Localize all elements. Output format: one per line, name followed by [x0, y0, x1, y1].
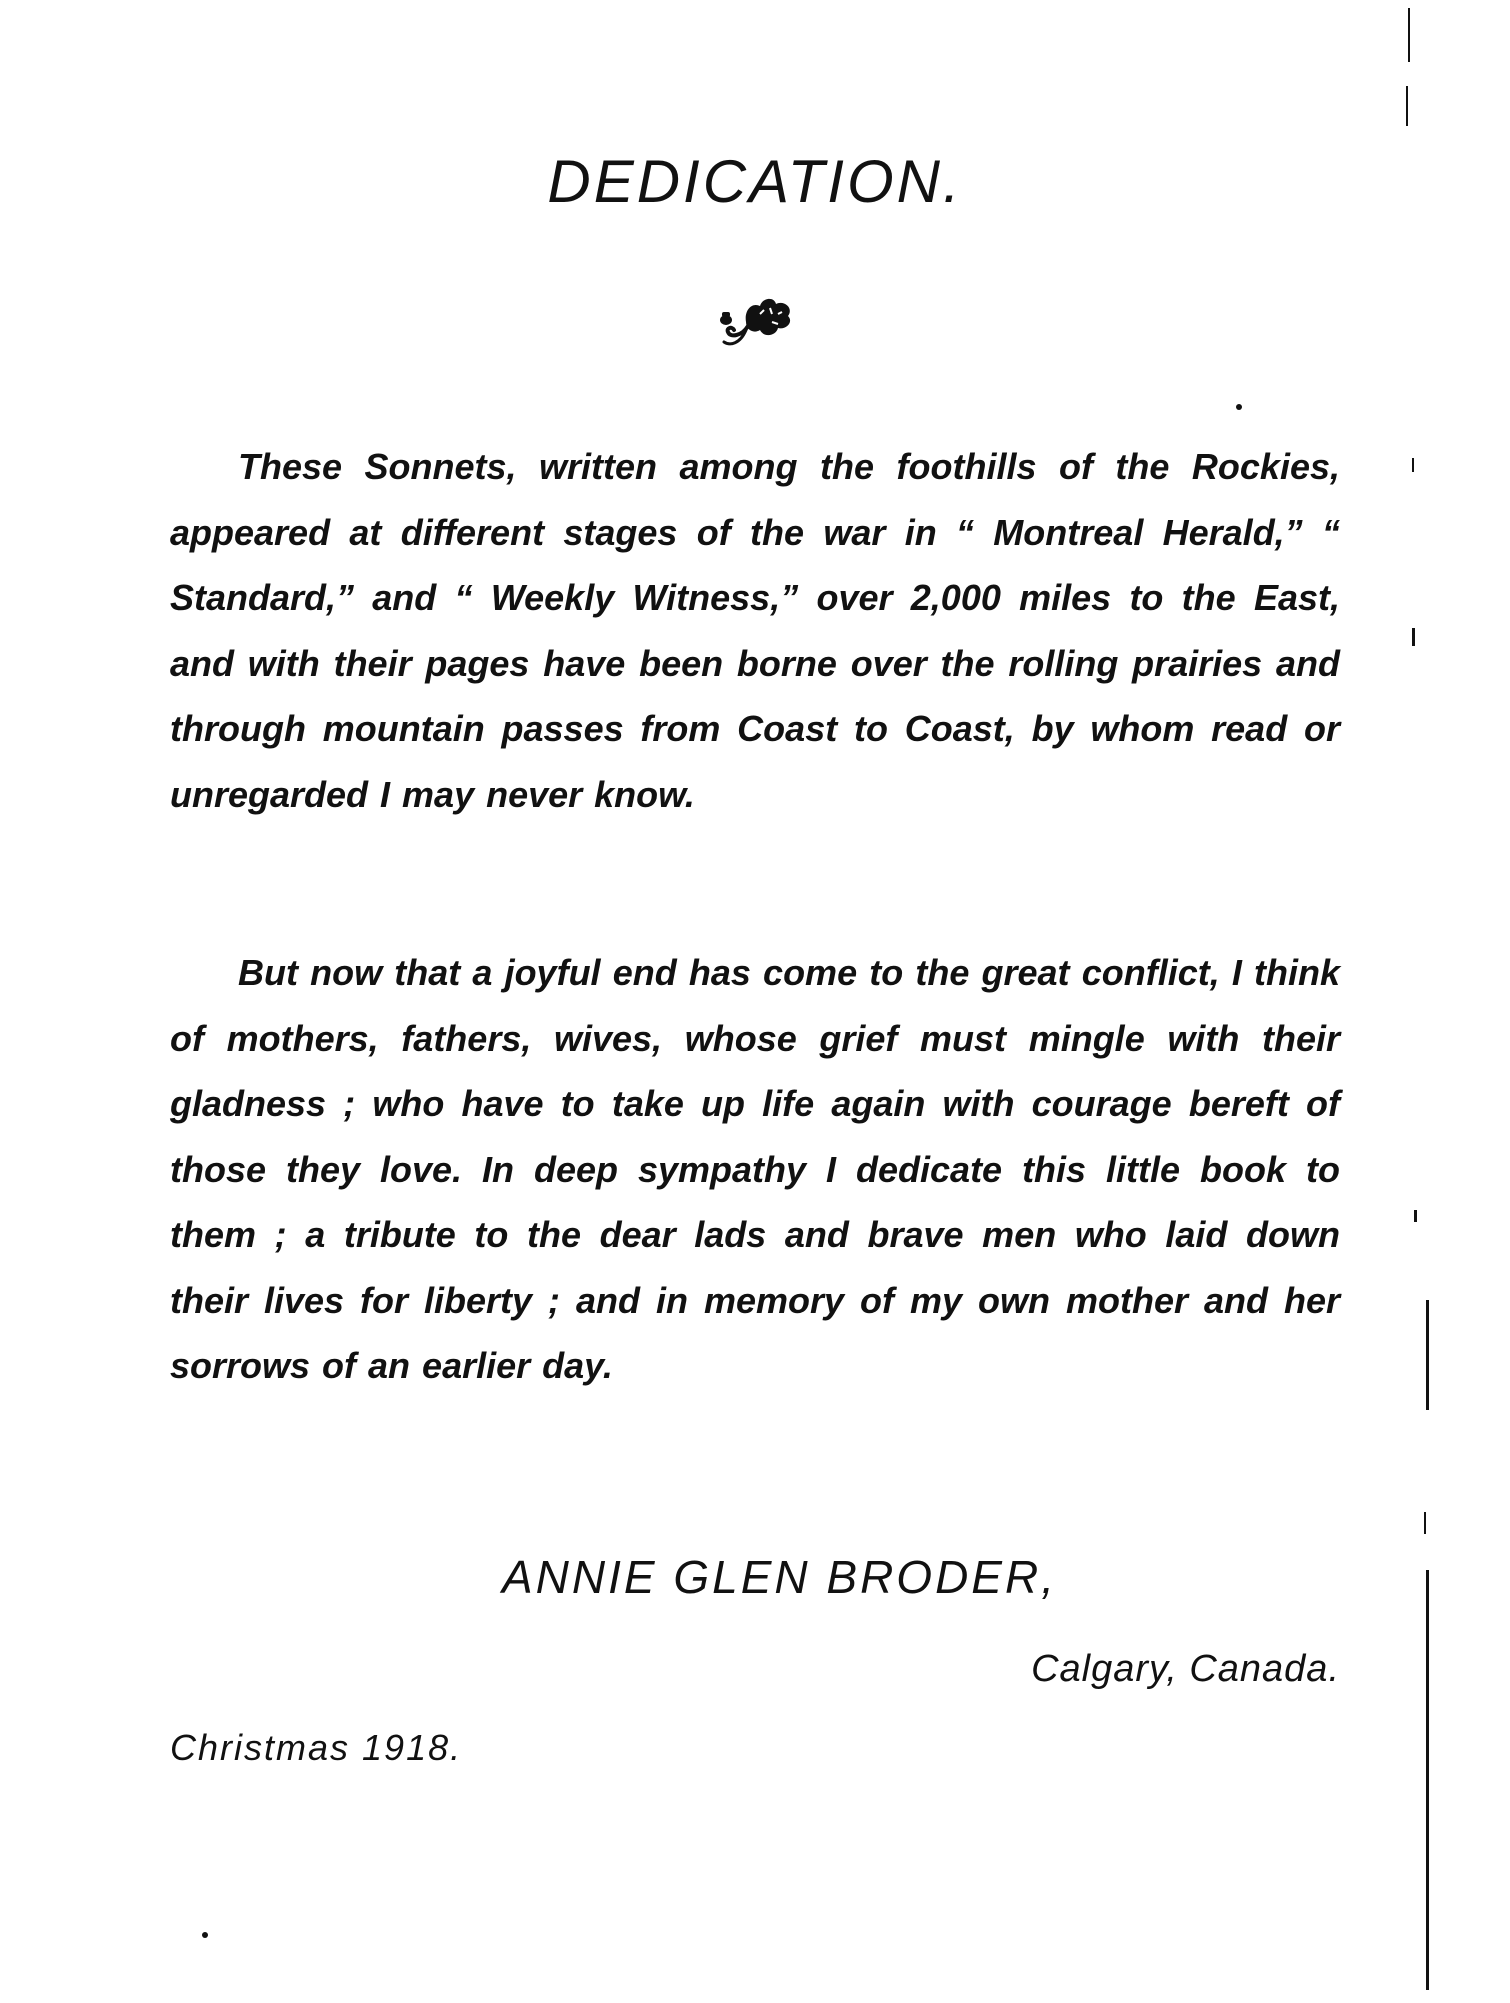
scan-edge-mark — [1426, 1570, 1429, 1990]
scan-edge-mark — [1412, 458, 1414, 472]
scan-edge-mark — [1414, 1210, 1417, 1222]
scan-speck — [1236, 404, 1242, 410]
scan-edge-mark — [1408, 8, 1410, 62]
scan-edge-mark — [1424, 1512, 1426, 1534]
dedication-paragraph: These Sonnets, written among the foothills of the Rockies, appeared at different stages of the war in “ Montreal Herald,” “ Standard,” and “ Weekly Witness,” over 2,000 miles to the East, and with their pages have been borne over the rolling prairies and through mountain passes from Coast to Coast, by whom read or unregarded I may never know. — [170, 446, 1340, 815]
scan-edge-mark — [1412, 628, 1415, 646]
date-line: Christmas 1918. — [170, 1727, 463, 1768]
author-signature: ANNIE GLEN BRODER, — [502, 1551, 1057, 1603]
oak-leaf-ornament-icon — [716, 292, 796, 350]
scan-edge-mark — [1426, 1300, 1429, 1410]
place-line: Calgary, Canada. — [1031, 1648, 1340, 1690]
scan-speck — [202, 1932, 208, 1938]
page-title: DEDICATION. — [547, 148, 963, 215]
scan-edge-mark — [1406, 86, 1408, 126]
dedication-paragraph: But now that a joyful end has come to the great conflict, I think of mothers, fathers, wives, whose grief must mingle with their gladness ; who have to take up life again with courage bereft of those they love. In deep sympathy I dedicate this little book to them ; a tribute to the dear lads and brave men who laid down their lives for liberty ; and in memory of my own mother and her sorrows of an earlier day. — [170, 952, 1340, 1386]
